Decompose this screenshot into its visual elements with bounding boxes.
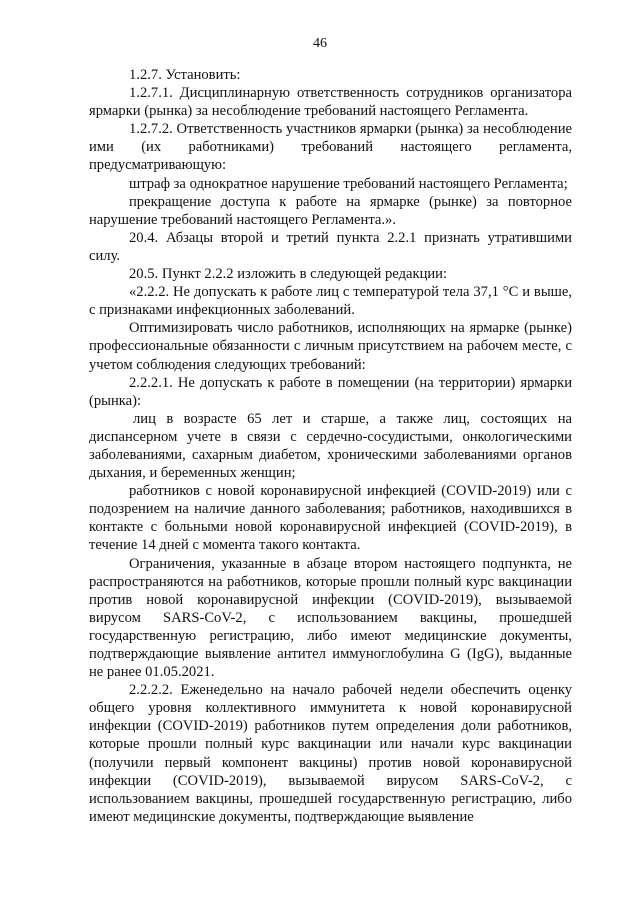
paragraph-2-2-2: «2.2.2. Не допускать к работе лиц с температурой тела 37,1 °С и выше, с признаками инфекционных заболеваний. xyxy=(89,284,572,319)
paragraph-1-2-7-2: 1.2.7.2. Ответственность участников ярмарки (рынка) за несоблюдение ими (их работниками) требований настоящего регламента, предусматривающую: xyxy=(89,121,572,174)
paragraph-access-termination: прекращение доступа к работе на ярмарке (рынке) за повторное нарушение требований настоящего Регламента.». xyxy=(89,193,572,228)
paragraph-1-2-7-1: 1.2.7.1. Дисциплинарную ответственность сотрудников организатора ярмарки (рынка) за несоблюдение требований настоящего Регламента. xyxy=(89,85,572,120)
paragraph-20-4: 20.4. Абзацы второй и третий пункта 2.2.1 признать утратившими силу. xyxy=(89,229,572,264)
paragraph-2-2-2-2: 2.2.2.2. Еженедельно на начало рабочей недели обеспечить оценку общего уровня коллективного иммунитета к новой коронавирусной инфекции (COVID-2019) работников путем определения доли работников, которые прошли полный курс вакцинации или начали курс вакцинации (получили первый компонент вакцины) против новой коронавирусной инфекции (COVID-2019), вызываемой вирусом SARS-CoV-2, с использованием вакцины, прошедшей государственную регистрацию, либо имеют медицинские документы, подтверждающие выявление xyxy=(89,682,572,825)
paragraph-age-65: лиц в возрасте 65 лет и старше, а также лиц, состоящих на диспансерном учете в связи с сердечно-сосудистыми, онкологическими заболеваниями, сахарным диабетом, хроническими заболеваниями органов дыхания, и беременных женщин; xyxy=(89,410,572,482)
paragraph-fine: штраф за однократное нарушение требований настоящего Регламента; xyxy=(129,175,568,192)
paragraph-20-5: 20.5. Пункт 2.2.2 изложить в следующей редакции: xyxy=(129,266,448,283)
paragraph-1-2-7: 1.2.7. Установить: xyxy=(129,67,241,83)
page-number: 46 xyxy=(313,36,327,51)
paragraph-2-2-2-1: 2.2.2.1. Не допускать к работе в помещении (на территории) ярмарки (рынка): xyxy=(89,374,572,409)
paragraph-restrictions: Ограничения, указанные в абзаце втором настоящего подпункта, не распространяются на работников, которые прошли полный курс вакцинации против новой коронавирусной инфекции (COVID-2019), вызываемой вирусом SARS-CoV-2, с использованием вакцины, прошедшей государственную регистрацию, либо имеют медицинские документы, подтверждающие выявление антител иммуноглобулина G (IgG), выданные не ранее 01.05.2021. xyxy=(89,555,572,681)
paragraph-optimize-staff: Оптимизировать число работников, исполняющих на ярмарке (рынке) профессиональные обязанности с личным присутствием на рабочем месте, с учетом соблюдения следующих требований: xyxy=(89,320,572,373)
paragraph-covid-workers: работников с новой коронавирусной инфекцией (COVID-2019) или с подозрением на наличие данного заболевания; работников, находившихся в контакте с больными новой коронавирусной инфекцией (COVID-2019), в течение 14 дней с момента такого контакта. xyxy=(89,483,572,554)
document-body xyxy=(89,66,572,826)
